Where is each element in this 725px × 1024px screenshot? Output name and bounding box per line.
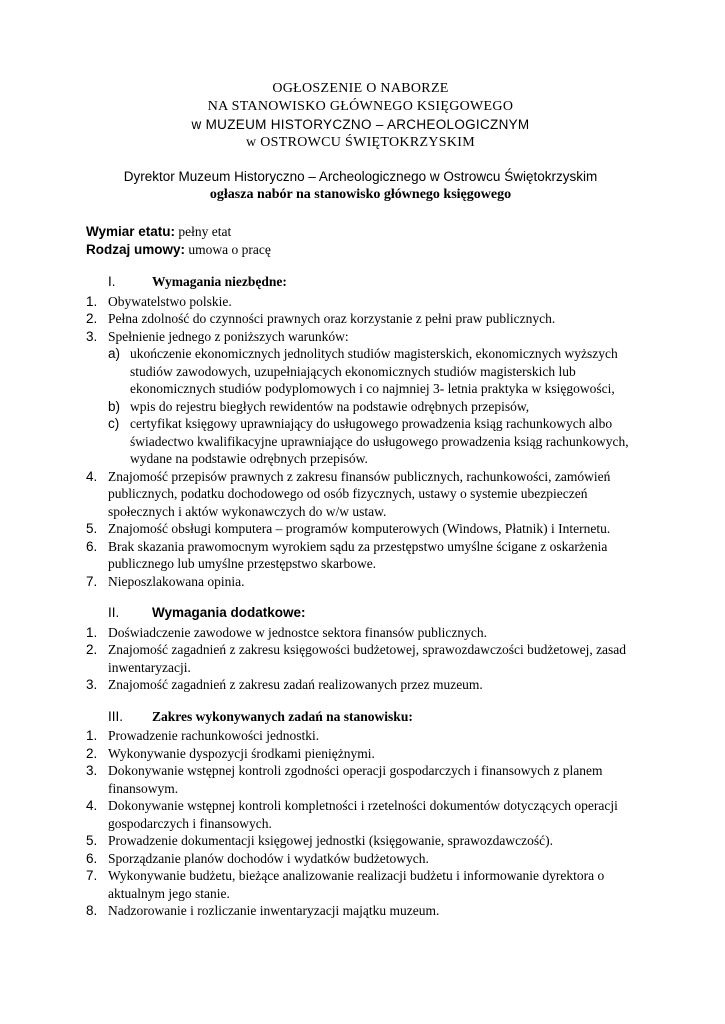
section-heading [108,604,635,622]
item-body [108,468,635,521]
item-number: 8. [86,903,98,918]
item-number: 3. [86,677,98,692]
list-item [86,902,635,920]
title-line-1: OGŁOSZENIE O NABORZE [272,81,449,96]
item-body [108,293,635,311]
item-body [108,520,635,538]
list-item [86,850,635,868]
list-item [86,624,635,642]
section-heading [108,708,635,726]
etat-label: Wymiar etatu: [86,224,176,239]
list-item [86,328,635,468]
list-item [86,745,635,763]
section-title: Wymagania niezbędne: [152,274,287,289]
section-number: I. [108,274,116,289]
item-text: Znajomość obsługi komputera – programów komputerowych (Windows, Płatnik) i Internetu. [108,521,611,536]
item-body [108,538,635,573]
item-body [108,745,635,763]
sub-item-text: wpis do rejestru biegłych rewidentów na podstawie odrębnych przepisów, [130,398,530,414]
item-number: 2. [86,642,98,657]
intro-line-1: Dyrektor Muzeum Historyczno – Archeologicznego w Ostrowcu Świętokrzyskim [123,169,598,184]
job-meta [86,223,635,259]
umowa-row [86,241,635,259]
section-list [86,293,635,591]
item-body [108,624,635,642]
sub-list-item [108,398,635,416]
list-item [86,520,635,538]
section-1 [86,273,635,590]
sub-list-item [108,415,635,468]
list-item [86,832,635,850]
item-number: 2. [86,311,98,326]
list-item [86,310,635,328]
item-text: Znajomość zagadnień z zakresu księgowości budżetowej, sprawozdawczości budżetowej, zasad inwentaryzacji. [108,642,627,675]
item-text: Pełna zdolność do czynności prawnych oraz korzystanie z pełni praw publicznych. [108,311,556,326]
item-number: 1. [86,728,98,743]
item-text: Prowadzenie dokumentacji księgowej jednostki (księgowanie, sprawozdawczość). [108,833,553,848]
item-text: Znajomość zagadnień z zakresu zadań realizowanych przez muzeum. [108,677,483,692]
title-line-3: w MUZEUM HISTORYCZNO – ARCHEOLOGICZNYM [191,117,530,132]
list-item [86,762,635,797]
item-number: 7. [86,573,98,589]
section-2 [86,604,635,694]
item-text: Nieposzlakowana opinia. [108,573,245,589]
list-item [86,468,635,521]
sub-list-item [108,345,635,398]
item-text: Brak skazania prawomocnym wyrokiem sądu za przestępstwo umyślne ścigane z oskarżenia publicznego lub umyślne przestępstwo skarbowe. [108,538,608,571]
list-item [86,293,635,311]
section-title: Wymagania dodatkowe: [152,605,306,620]
etat-value: pełny etat [178,224,232,239]
item-body [108,676,635,694]
section-number: III. [108,708,124,724]
list-item [86,867,635,902]
item-number: 6. [86,850,98,866]
item-body [108,328,635,468]
item-number: 5. [86,521,98,536]
list-item [86,727,635,745]
item-body [108,573,635,591]
item-body [108,641,635,676]
item-number: 1. [86,293,98,309]
item-number: 7. [86,868,98,883]
item-body [108,867,635,902]
section-list [86,624,635,694]
sub-item-letter: c) [108,416,120,431]
section-list [86,727,635,920]
item-text: Nadzorowanie i rozliczanie inwentaryzacji majątku muzeum. [108,903,440,918]
list-item [86,641,635,676]
title-line-4: w OSTROWCU ŚWIĘTOKRZYSKIM [246,135,475,150]
list-item [86,538,635,573]
item-text: Wykonywanie dyspozycji środkami pieniężnymi. [108,745,375,761]
item-number: 6. [86,538,98,554]
item-body [108,762,635,797]
item-text: Spełnienie jednego z poniższych warunków: [108,328,349,344]
item-text: Znajomość przepisów prawnych z zakresu finansów publicznych, rachunkowości, zamówień publicznych, podatku dochodowego od osób fizycznych, ustawy o systemie ubezpieczeń społecznych i aktów wykonawczych do w/w ustaw. [108,468,611,519]
item-number: 4. [86,798,98,813]
item-text: Doświadczenie zawodowe w jednostce sektora finansów publicznych. [108,624,487,640]
item-body [108,797,635,832]
item-number: 1. [86,624,98,640]
umowa-value: umowa o pracę [188,242,271,257]
sub-item-text: certyfikat księgowy uprawniający do usługowego prowadzenia ksiąg rachunkowych albo świadectwo kwalifikacyjne uprawniające do usługowego prowadzenia ksiąg rachunkowych, wydane na podstawie odrębnych przepisów. [130,416,629,466]
item-text: Dokonywanie wstępnej kontroli kompletności i rzetelności dokumentów dotyczących operacji gospodarczych i finansowych. [108,798,618,831]
sections-container [86,273,635,920]
sub-item-text: ukończenie ekonomicznych jednolitych studiów magisterskich, ekonomicznych wyższych studiów zawodowych, uzupełniających ekonomicznych studiów magisterskich lub ekonomicznych studiów podyplomowych i co najmniej 3- letnia praktyka w księgowości, [130,346,618,396]
item-body [108,727,635,745]
item-text: Obywatelstwo polskie. [108,293,232,309]
item-body [108,850,635,868]
sub-item-letter: a) [108,346,121,361]
item-text: Wykonywanie budżetu, bieżące analizowanie realizacji budżetu i informowanie dyrektora o aktualnym jego stanie. [108,868,605,901]
section-heading [108,273,635,291]
item-body [108,902,635,920]
list-item [86,676,635,694]
etat-row [86,223,635,241]
sub-item-letter: b) [108,398,121,414]
umowa-label: Rodzaj umowy: [86,242,186,257]
item-number: 3. [86,328,98,344]
list-item [86,573,635,591]
item-number: 4. [86,468,98,484]
item-number: 5. [86,833,98,848]
section-title: Zakres wykonywanych zadań na stanowisku: [152,708,413,724]
item-number: 3. [86,763,98,778]
intro-line-2: ogłasza nabór na stanowisko głównego księgowego [209,187,512,202]
section-3 [86,708,635,920]
item-number: 2. [86,745,98,761]
section-number: II. [108,605,120,620]
title-line-2: NA STANOWISKO GŁÓWNEGO KSIĘGOWEGO [207,99,514,114]
item-text: Sporządzanie planów dochodów i wydatków budżetowych. [108,850,429,866]
item-body [108,310,635,328]
item-text: Prowadzenie rachunkowości jednostki. [108,728,320,743]
document-title [86,80,635,152]
sub-list [108,345,635,468]
intro [86,168,635,204]
item-body [108,832,635,850]
item-text: Dokonywanie wstępnej kontroli zgodności operacji gospodarczych i finansowych z planem finansowym. [108,763,603,796]
list-item [86,797,635,832]
